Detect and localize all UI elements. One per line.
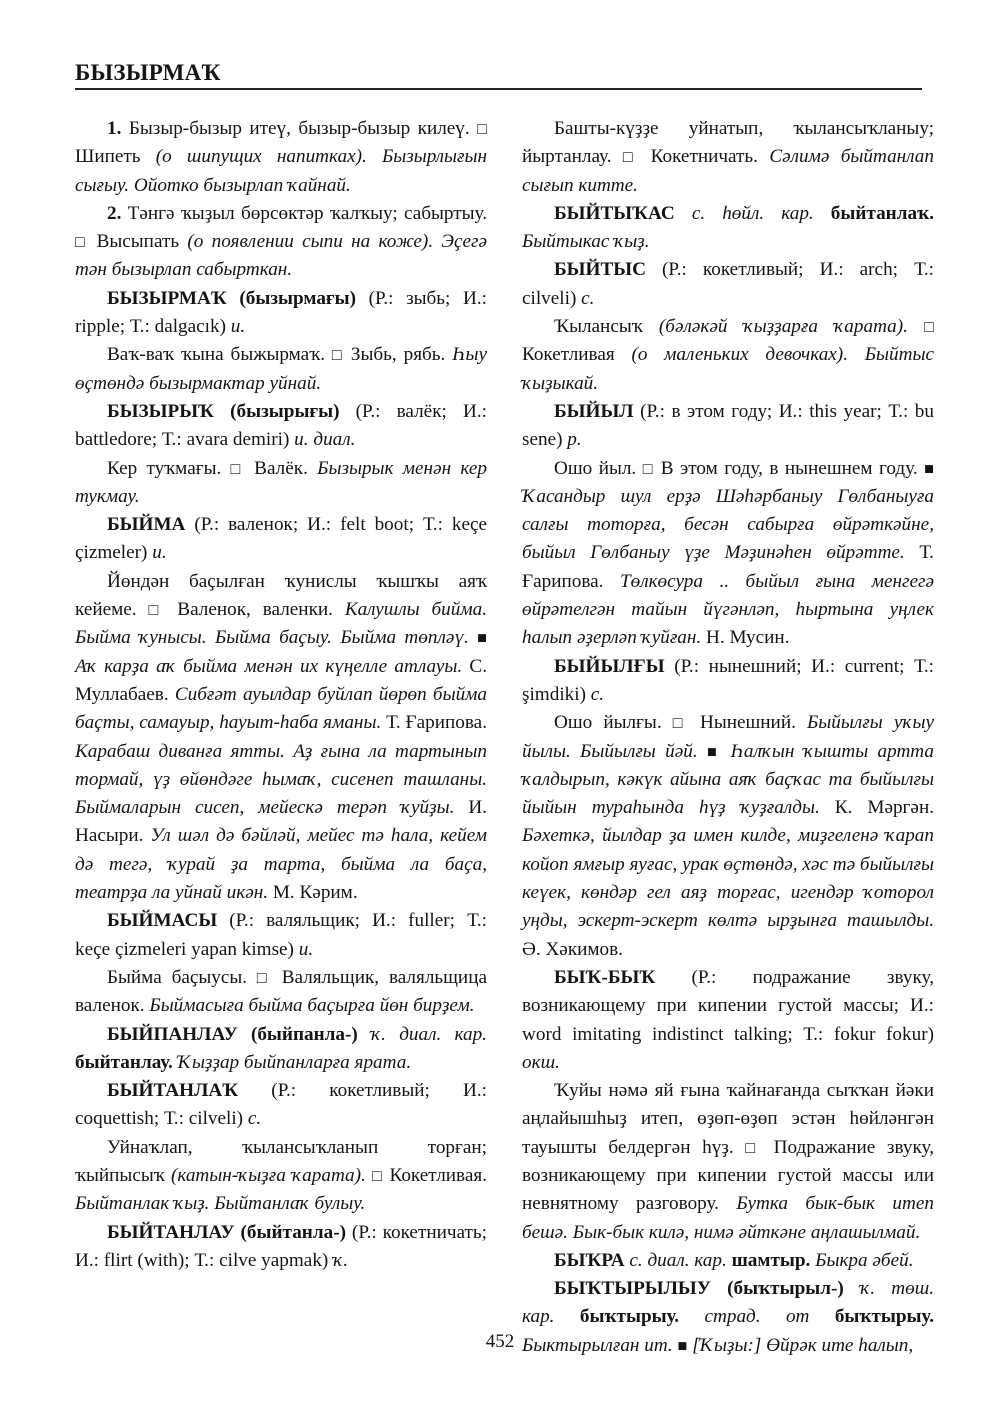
text: (Р.: в этом году; И.: this year; Т.: bu sene) [522, 400, 934, 451]
dictionary-paragraph [75, 1021, 487, 1078]
header-rule [75, 88, 922, 90]
italic-text: (о шипущих напитках). Бызырлығын сығыу. Ойотко бызырлап ҡайнай. [75, 146, 488, 196]
marker-symbol: □ [230, 458, 245, 478]
text: Нынешний. [688, 712, 807, 734]
italic-text: Карабаш диванға ятты. Аҙ ғына ла тартынып тормай, үҙ өйөндәге һымаҡ, сисенеп ташланы. Быймаларын сисеп, мейескә терәп ҡуйҙы. [75, 740, 487, 819]
dictionary-paragraph [522, 455, 934, 653]
italic-text: Быкра әбей. [810, 1249, 914, 1271]
dictionary-paragraph [75, 1077, 487, 1134]
marker-symbol: ■ [477, 628, 487, 648]
dictionary-paragraph [75, 115, 487, 200]
text: Подражание звуку, возникающему при кипении густой массы или невнятному разговору. [522, 1136, 934, 1215]
text: Кер туҡмағы. [107, 457, 231, 479]
dictionary-paragraph [522, 964, 934, 1077]
headword: быҡтырыу. [834, 1306, 935, 1328]
marker-symbol: ■ [706, 741, 722, 761]
marker-symbol: □ [372, 1165, 384, 1185]
marker-symbol: □ [745, 1137, 763, 1157]
italic-text: и. [230, 316, 246, 338]
italic-text: Быйтанлак ҡыҙ. Быйтанлаҡ булыу. [75, 1193, 366, 1215]
text: (Р.: кокетливый; И.: arch; Т.: cilveli) [522, 259, 934, 309]
text: Высыпать [88, 231, 188, 253]
marker-symbol: □ [477, 119, 487, 138]
text: Ошо йыл. [554, 457, 643, 479]
italic-text: и. диал. [294, 429, 356, 451]
text: Зыбь, рябь. [343, 344, 453, 366]
page-header-title: БЫЗЫРМАҠ [75, 60, 221, 85]
marker-symbol: □ [75, 232, 89, 252]
headword: быҡтырыу. [579, 1306, 680, 1328]
marker-symbol: ■ [924, 458, 934, 478]
text: Шипеть [75, 146, 156, 168]
text: (Р.: подражание звуку, возникающему при кипении густой массы; И.: word imitating indistinct talking; Т.: fokur fokur) [522, 966, 934, 1045]
dictionary-paragraph [522, 313, 934, 398]
marker-symbol: □ [642, 458, 655, 478]
text: Бызыр-бызыр итеү, бызыр-бызыр килеү. [121, 118, 478, 139]
text: М. Кәрим. [268, 882, 358, 904]
text: Валёк. [244, 457, 318, 479]
text: Ҡылансыҡ [554, 316, 659, 338]
italic-text: Һыу өҫтөндә бызырмактар уйнай. [75, 344, 487, 394]
headword: БЫЙТАНЛАҠ [107, 1080, 239, 1102]
text: Уйнаҡлап, ҡылансыҡланып торған; ҡыйпысыҡ [75, 1136, 487, 1186]
marker-symbol: □ [924, 317, 934, 337]
text: (Р.: валёк; И.: battledore; Т.: avara demiri) [75, 400, 487, 451]
dictionary-paragraph [522, 200, 934, 257]
dictionary-paragraph [522, 256, 934, 313]
headword: БЫЙЫЛ [554, 400, 634, 422]
italic-text: страд. от [679, 1306, 835, 1328]
text: Кокетливая. [383, 1164, 487, 1186]
dictionary-paragraph [522, 709, 934, 964]
italic-text: (бәләкәй ҡыҙҙарға ҡарата). [658, 316, 908, 338]
italic-text: с. һөйл. кар. [674, 202, 831, 224]
text: Йөндән баҫылған ҡунислы ҡышҡы аяҡ кейеме. [75, 570, 487, 621]
text: (Р.: кокетливый; И.: coquettish; Т.: cilveli) [75, 1080, 487, 1130]
italic-text: (катын-ҡыҙға ҡарата). [170, 1164, 366, 1186]
text: Быйма баҫыусы. [107, 966, 257, 988]
italic-text: ҡ. диал. кар. [357, 1023, 487, 1045]
italic-text: с. [581, 287, 595, 309]
dictionary-paragraph [75, 568, 487, 908]
italic-text: (о появлении сыпи на коже). Эҫегә тән бызырлап сабырткан. [75, 231, 487, 281]
italic-text: ҡ. төш. кар. [522, 1278, 934, 1328]
dictionary-paragraph [75, 455, 487, 512]
text: И. Насыри. [75, 797, 487, 847]
dictionary-paragraph [522, 1077, 934, 1247]
text: Валяльщик, валяльщица валенок. [75, 966, 487, 1017]
headword: БЫЙМАСЫ [107, 910, 218, 932]
headword: БЫЗЫРМАҠ (бызырмағы) [107, 287, 357, 309]
dictionary-paragraph [75, 907, 487, 964]
italic-text: р. [567, 429, 582, 451]
italic-text: Ул шәл дә бәйләй, мейес тә һала, кейем дә тегә, ҡурай ҙа тарта, быйма ла баҫа, театрҙа ла уйнай икән. [75, 825, 487, 904]
right-column [522, 115, 934, 1360]
marker-symbol: □ [672, 713, 689, 733]
dictionary-paragraph [75, 200, 487, 285]
dictionary-paragraph [75, 398, 487, 455]
italic-text: Быйтыкас ҡыҙ. [522, 231, 650, 253]
text: Кокетничать. [639, 146, 770, 168]
headword: быйтанлау. [75, 1051, 173, 1073]
text: (Р.: кокетничать; И.: flirt (with); Т.: cilve yapmak) [75, 1221, 487, 1271]
headword: БЫҠТЫРЫЛЫУ (быҡтырыл-) [554, 1278, 844, 1300]
headword: шамтыр. [731, 1249, 811, 1271]
headword: БЫЗЫРЫҠ (бызырығы) [107, 400, 340, 422]
headword: БЫЙТАНЛАУ (быйтанла-) [107, 1221, 347, 1243]
text: Ошо йылғы. [554, 712, 673, 734]
headword: 2. [107, 202, 122, 224]
headword: БЫҠ-БЫҠ [554, 966, 656, 988]
marker-symbol: □ [148, 600, 166, 620]
text: Т. Ғарипова. [522, 542, 934, 592]
headword: БЫҠРА [554, 1249, 625, 1271]
dictionary-paragraph [75, 1134, 487, 1219]
dictionary-paragraph [75, 511, 487, 568]
text: (Р.: нынешний; И.: current; Т.: şimdiki) [522, 655, 934, 705]
marker-symbol: □ [331, 345, 344, 365]
italic-text: с. [590, 683, 605, 705]
italic-text: окш. [522, 1051, 560, 1073]
headword: БЫЙПАНЛАУ (быйпанла-) [107, 1023, 358, 1045]
text: Тәнгә ҡыҙыл бөрсөктәр ҡалҡыу; сабыртыу. [121, 202, 487, 224]
headword: БЫЙЫЛҒЫ [554, 655, 665, 677]
headword: БЫЙМА [107, 514, 186, 536]
text: В этом году, в нынешнем году. [654, 457, 925, 479]
italic-text: Сибғәт ауылдар буйлап йөрөп быйма баҫты, самауыр, һауыт-һаба яманы. [75, 683, 488, 734]
text: Ә. Хәкимов. [522, 938, 624, 960]
text: Ҡуйы нәмә яй ғына ҡайнағанда сыҡҡан йәки аңлайышһыҙ итеп, өҙөп-өҙөп эстән һөйләнгән тауышты белдергән һүҙ. [522, 1080, 934, 1158]
italic-text: Ҡасандыр шул ерҙә Шәһәрбаныу Гөлбаныуға салғы тоторға, бесән сабырға өйрәткәйне, быйыл Гөлбаныу үҙе Мәҙинәһен өйрәтте. [522, 485, 934, 564]
dictionary-paragraph [522, 1247, 934, 1275]
headword: быйтанлаҡ. [830, 202, 934, 224]
italic-text: и. [298, 938, 314, 960]
headword: БЫЙТЫС [554, 259, 646, 281]
italic-text: Быйылғы уҡыу йылы. Быйылғы йәй. [522, 712, 934, 762]
text: С. Муллабаев. [75, 655, 487, 705]
text: К. Мәргән. [819, 797, 935, 819]
text: Н. Мусин. [701, 627, 790, 649]
italic-text: Төлкөсура .. быйыл ғына менгегә өйрәтелгән тайын йүгәнләп, һыртына уңлек һалып әҙерләп ҡуйған. [522, 570, 935, 649]
italic-text: ҡ. [333, 1249, 349, 1271]
italic-text: Быймасыға быйма баҫырға йөн бирҙем. [149, 995, 475, 1017]
italic-text: и. [152, 542, 167, 564]
italic-text: Аҡ карҙа аҡ быйма менән их күңелле атлауы. [75, 655, 463, 677]
italic-text: Быктырылған ит. [522, 1334, 678, 1356]
text: Башты-күҙҙе уйнатып, ҡылансыҡланыу; йыртанлау. [522, 118, 934, 168]
text: (Р.: валенок; И.: felt boot; Т.: keçe çizmeler) [75, 514, 487, 564]
italic-text: (о маленьких девочках). Быйтыс ҡыҙыкай. [522, 344, 934, 394]
italic-text: Калушлы бийма. Быйма ҡунысы. Быйма баҫыу. Быйма төпләү. [75, 599, 487, 649]
marker-symbol: ■ [677, 1335, 688, 1355]
italic-text: Ҡыҙҙар быйпанларға ярата. [172, 1051, 412, 1073]
text: Кокетливая [522, 344, 632, 366]
text: (Р.: валяльщик; И.: fuller; Т.: keçe çizmeleri yapan kimse) [75, 910, 487, 960]
dictionary-paragraph [522, 653, 934, 710]
text: Валенок, валенки. [165, 599, 345, 621]
headword: БЫЙТЫҠАС [554, 202, 675, 224]
dictionary-paragraph [75, 341, 487, 398]
dictionary-paragraph [522, 115, 934, 200]
marker-symbol: □ [256, 967, 272, 987]
italic-text: [Ҡыҙы:] Өйрәк ите һалып, [687, 1334, 914, 1356]
italic-text: Һалҡын ҡышты артта ҡалдырып, кәкүк айына аяҡ баҫҡас та быйылғы йыйын тураһында һүҙ ҡуҙғалды. [522, 740, 934, 819]
page-number: 452 [485, 1331, 515, 1352]
dictionary-paragraph [75, 285, 487, 342]
dictionary-paragraph [75, 1219, 487, 1276]
italic-text: с. диал. кар. [624, 1249, 732, 1271]
text: Т. Ғарипова. [381, 712, 487, 734]
left-column [75, 115, 487, 1275]
italic-text: Бутка бык-бык итеп бешә. Бык-бык килә, нимә әйткәне аңлашылмай. [522, 1193, 934, 1243]
headword: 1. [107, 118, 122, 139]
dictionary-paragraph [522, 398, 934, 455]
marker-symbol: □ [622, 147, 640, 167]
italic-text: Бызырык менән кер тукмау. [75, 457, 487, 507]
text: (Р.: зыбь; И.: ripple; Т.: dalgacık) [75, 287, 488, 338]
text: Ваҡ-ваҡ ҡына быжырмаҡ. [107, 344, 332, 366]
text [908, 316, 924, 337]
dictionary-paragraph [75, 964, 487, 1021]
italic-text: Сәлимә быйтанлап сығып китте. [522, 146, 934, 196]
italic-text: Бәхеткә, йылдар ҙа имен килде, миҙгеленә ҡарап койоп ямғыр яуғас, урак өҫтөндә, хәс тә быйылғы кеүек, көндәр гел аяҙ торғас, игендәр ҡоторол уңды, эскерт-эскерт көлтә ырҙынға ташылды. [522, 825, 934, 932]
italic-text: с. [247, 1108, 262, 1130]
